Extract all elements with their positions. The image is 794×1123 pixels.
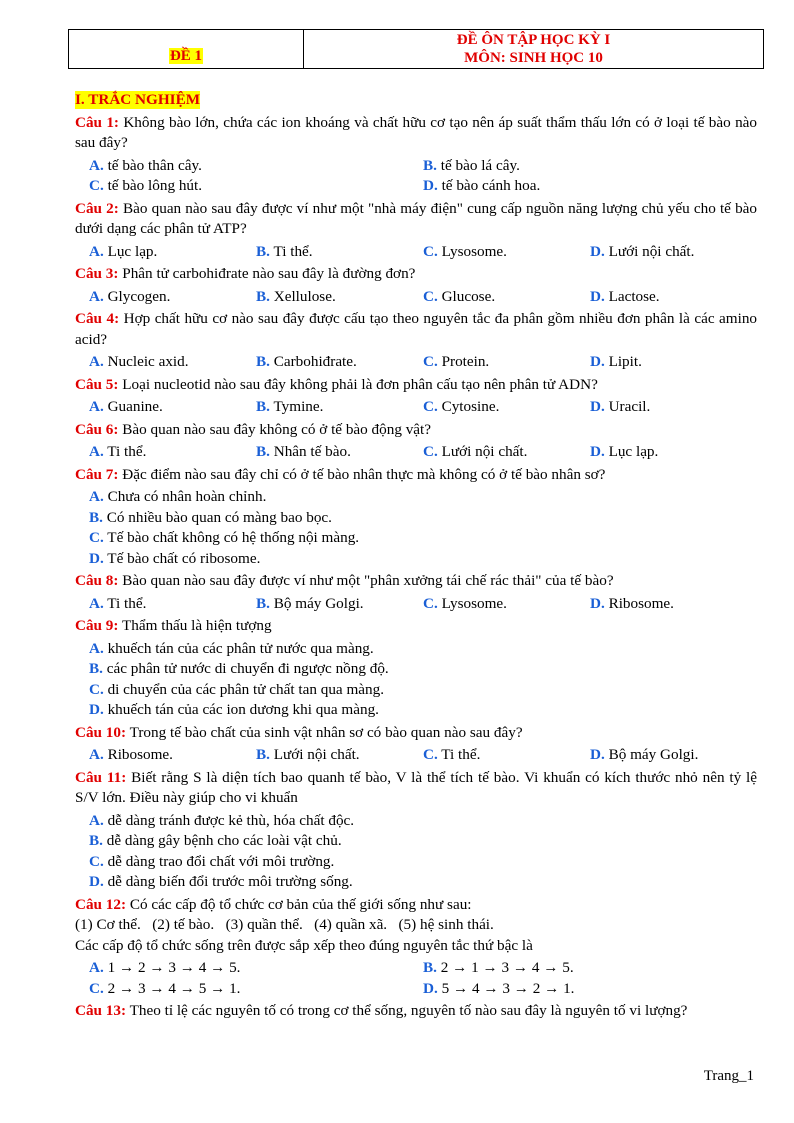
option-letter: C. <box>89 177 104 194</box>
option-letter: D. <box>423 979 438 997</box>
option-letter: B. <box>423 156 437 174</box>
answer-options <box>89 352 757 373</box>
option-letter: B. <box>256 242 270 260</box>
answer-option[interactable] <box>89 242 256 263</box>
option-text: Chưa có nhân hoàn chỉnh. <box>107 488 267 505</box>
answer-option[interactable] <box>423 442 590 463</box>
answer-option[interactable] <box>590 352 757 373</box>
option-text: Lipit. <box>608 353 642 370</box>
section-title: I. TRẮC NGHIỆM <box>75 91 201 108</box>
answer-option[interactable] <box>423 352 590 373</box>
answer-option[interactable] <box>89 958 423 979</box>
option-letter: C. <box>89 979 104 997</box>
question-block <box>75 375 757 418</box>
option-text: Bộ máy Golgi. <box>608 746 699 763</box>
question-text: Hợp chất hữu cơ nào sau đây được cấu tạo theo nguyên tắc đa phân gồm nhiều đơn phân là các amino acid? <box>75 310 758 348</box>
answer-option[interactable] <box>89 442 256 463</box>
option-text: Ribosome. <box>107 746 173 763</box>
option-text: Bộ máy Golgi. <box>273 594 364 612</box>
option-text: di chuyển của các phân tử chất tan qua màng. <box>107 680 384 698</box>
option-letter: C. <box>423 398 438 415</box>
answer-options <box>89 745 757 766</box>
answer-option[interactable] <box>423 397 590 418</box>
question-number: Câu 12: <box>75 895 127 913</box>
option-letter: D. <box>590 353 605 370</box>
question-stem <box>75 199 757 240</box>
answer-option[interactable] <box>590 745 757 766</box>
question-text: Bào quan nào sau đây không có ở tế bào động vật? <box>122 420 432 438</box>
option-text: khuếch tán của các ion dương khi qua màng. <box>107 701 379 718</box>
option-letter: D. <box>590 242 605 260</box>
option-letter: A. <box>89 488 104 505</box>
answer-option[interactable] <box>89 176 423 197</box>
option-text: Lục lạp. <box>107 242 158 260</box>
option-letter: A. <box>89 594 104 612</box>
answer-option[interactable] <box>256 352 423 373</box>
exam-subject: MÔN: SINH HỌC 10 <box>464 50 603 66</box>
option-text: khuếch tán của các phân tử nước qua màng. <box>107 639 374 657</box>
option-letter: A. <box>89 353 104 370</box>
question-number: Câu 13: <box>75 1002 127 1019</box>
option-text: dễ dàng tránh được kẻ thù, hóa chất độc. <box>107 811 355 829</box>
answer-option[interactable] <box>89 745 256 766</box>
answer-option[interactable] <box>256 287 423 308</box>
option-letter: A. <box>89 959 104 976</box>
question-stem <box>75 465 757 486</box>
option-letter: A. <box>89 156 104 174</box>
answer-option[interactable] <box>89 287 256 308</box>
answer-option[interactable] <box>590 442 757 463</box>
exam-code: ĐỀ 1 <box>169 48 203 64</box>
answer-option[interactable] <box>89 549 757 570</box>
question-number: Câu 3: <box>75 265 119 282</box>
option-text: Glucose. <box>441 287 496 305</box>
option-text: Xellulose. <box>273 287 336 305</box>
question-number: Câu 9: <box>75 617 119 634</box>
option-letter: D. <box>89 549 104 567</box>
option-letter: A. <box>89 639 104 657</box>
question-stem <box>75 895 757 916</box>
option-text: Tymine. <box>273 398 324 415</box>
option-text: tế bào cánh hoa. <box>441 177 541 194</box>
answer-options <box>89 811 757 893</box>
option-text: Lưới nội chất. <box>608 242 695 260</box>
answer-option[interactable] <box>89 831 757 852</box>
option-letter: C. <box>89 852 104 870</box>
option-letter: C. <box>423 746 438 763</box>
option-letter: A. <box>89 746 104 763</box>
question-text: Đặc điểm nào sau đây chỉ có ở tế bào nhân thực mà không có ở tế bào nhân sơ? <box>122 465 606 483</box>
option-letter: B. <box>256 353 270 370</box>
question-number: Câu 6: <box>75 420 119 438</box>
answer-option[interactable] <box>423 594 590 615</box>
answer-option[interactable] <box>89 700 757 721</box>
option-text: Guanine. <box>107 398 163 415</box>
question-text: Biết rằng S là diện tích bao quanh tế bào, V là thể tích tế bào. Vi khuẩn có kích thước nhỏ nên tỷ lệ S/V lớn. Điều này giúp cho vi khuẩn <box>75 768 757 806</box>
option-text: tế bào lá cây. <box>440 156 520 174</box>
option-text: Ti thể. <box>107 594 147 612</box>
question-stem <box>75 420 757 441</box>
answer-option[interactable] <box>89 811 757 832</box>
answer-option[interactable] <box>89 979 423 1000</box>
answer-option[interactable] <box>423 242 590 263</box>
question-block <box>75 723 757 766</box>
option-text: Có nhiều bào quan có màng bao bọc. <box>106 508 332 526</box>
option-letter: B. <box>256 594 270 612</box>
answer-option[interactable] <box>423 979 757 1000</box>
question-text: Loại nucleotid nào sau đây không phải là đơn phân cấu tạo nên phân tử ADN? <box>122 375 598 393</box>
option-text: Ti thể. <box>107 443 147 460</box>
option-text: Tế bào chất có ribosome. <box>107 549 261 567</box>
question-block <box>75 113 757 197</box>
option-text: dễ dàng biến đổi trước môi trường sống. <box>107 873 353 890</box>
question-stem <box>75 571 757 592</box>
option-letter: D. <box>89 873 104 890</box>
option-text: dễ dàng trao đổi chất với môi trường. <box>107 852 335 870</box>
exam-content <box>75 90 757 1022</box>
answer-option[interactable] <box>423 156 757 177</box>
option-text: Lưới nội chất. <box>273 746 360 763</box>
option-letter: A. <box>89 242 104 260</box>
option-text: tế bào lông hút. <box>107 177 203 194</box>
answer-option[interactable] <box>89 487 757 508</box>
option-text: Ti thể. <box>273 242 313 260</box>
question-number: Câu 1: <box>75 113 119 131</box>
question-stem <box>75 768 757 809</box>
question-block <box>75 420 757 463</box>
answer-options <box>89 639 757 721</box>
option-letter: C. <box>89 529 104 546</box>
question-block <box>75 465 757 570</box>
option-text: Ti thể. <box>441 746 481 763</box>
option-letter: A. <box>89 287 104 305</box>
option-letter: D. <box>590 746 605 763</box>
option-letter: B. <box>256 746 270 763</box>
answer-option[interactable] <box>89 508 757 529</box>
option-letter: C. <box>423 594 438 612</box>
question-block <box>75 571 757 614</box>
answer-options <box>89 958 757 999</box>
question-block <box>75 1001 757 1022</box>
answer-option[interactable] <box>89 639 757 660</box>
option-letter: B. <box>256 443 270 460</box>
question-extra-line: (1) Cơ thể. (2) tế bào. (3) quần thể. (4) quần xã. (5) hệ sinh thái. <box>75 916 494 933</box>
question-block <box>75 199 757 263</box>
option-text: Nhân tế bào. <box>273 443 351 460</box>
option-letter: C. <box>89 680 104 698</box>
option-letter: B. <box>89 660 103 677</box>
option-text: Lactose. <box>608 287 660 305</box>
option-text: dễ dàng gây bệnh cho các loài vật chủ. <box>106 832 342 849</box>
answer-option[interactable] <box>89 156 423 177</box>
question-stem <box>75 723 757 744</box>
option-text: 2 → 3 → 4 → 5 → 1. <box>107 979 241 997</box>
answer-option[interactable] <box>590 397 757 418</box>
option-letter: A. <box>89 443 104 460</box>
option-letter: B. <box>89 832 103 849</box>
question-text: Có các cấp độ tổ chức cơ bản của thế giới sống như sau: <box>129 895 472 913</box>
option-text: 2 → 1 → 3 → 4 → 5. <box>440 959 574 976</box>
question-number: Câu 11: <box>75 768 127 786</box>
question-number: Câu 2: <box>75 199 119 217</box>
answer-option[interactable] <box>89 852 757 873</box>
option-letter: A. <box>89 811 104 829</box>
question-text: Bào quan nào sau đây được ví như một "nhà máy điện" cung cấp nguồn năng lượng chủ yếu cho tế bào dưới dạng các phân tử ATP? <box>75 199 757 237</box>
answer-options <box>89 242 757 263</box>
answer-option[interactable] <box>89 594 256 615</box>
page-number: Trang_1 <box>703 1068 754 1084</box>
question-text: Không bào lớn, chứa các ion khoáng và chất hữu cơ tạo nên áp suất thẩm thấu lớn có ở loại tế bào nào sau đây? <box>75 113 758 151</box>
option-text: Tế bào chất không có hệ thống nội màng. <box>107 529 360 546</box>
answer-option[interactable] <box>89 680 757 701</box>
answer-options <box>89 287 757 308</box>
question-list <box>75 113 757 1022</box>
answer-options <box>89 397 757 418</box>
question-stem <box>75 113 757 154</box>
option-letter: D. <box>590 443 605 460</box>
option-text: Ribosome. <box>608 594 674 612</box>
question-number: Câu 4: <box>75 310 120 327</box>
option-letter: D. <box>590 398 605 415</box>
header-right-cell <box>304 30 763 68</box>
answer-option[interactable] <box>423 287 590 308</box>
option-letter: C. <box>423 242 438 260</box>
option-letter: B. <box>256 287 270 305</box>
option-letter: D. <box>590 594 605 612</box>
answer-option[interactable] <box>256 594 423 615</box>
answer-option[interactable] <box>590 242 757 263</box>
header-left-cell <box>69 30 304 68</box>
option-text: Glycogen. <box>107 287 171 305</box>
question-number: Câu 8: <box>75 572 119 589</box>
answer-option[interactable] <box>590 287 757 308</box>
question-number: Câu 10: <box>75 723 127 741</box>
answer-option[interactable] <box>256 442 423 463</box>
option-letter: D. <box>423 177 438 194</box>
option-text: Uracil. <box>608 398 651 415</box>
option-text: 5 → 4 → 3 → 2 → 1. <box>441 979 575 997</box>
option-text: Lysosome. <box>441 242 507 260</box>
option-letter: C. <box>423 353 438 370</box>
option-text: Carbohiđrate. <box>273 353 357 370</box>
option-letter: B. <box>89 508 103 526</box>
answer-options <box>89 487 757 569</box>
answer-option[interactable] <box>423 958 757 979</box>
answer-option[interactable] <box>89 397 256 418</box>
answer-options <box>89 442 757 463</box>
answer-option[interactable] <box>423 176 757 197</box>
answer-option[interactable] <box>89 872 757 893</box>
option-text: 1 → 2 → 3 → 4 → 5. <box>107 959 241 976</box>
question-block <box>75 309 757 373</box>
option-letter: B. <box>256 398 270 415</box>
answer-option[interactable] <box>256 745 423 766</box>
exam-header-table <box>68 29 764 69</box>
question-stem <box>75 264 757 285</box>
answer-option[interactable] <box>590 594 757 615</box>
option-letter: A. <box>89 398 104 415</box>
option-letter: D. <box>590 287 605 305</box>
option-letter: B. <box>423 959 437 976</box>
question-text: Phân tử carbohiđrate nào sau đây là đường đơn? <box>122 265 416 282</box>
question-extra-line: Các cấp độ tổ chức sống trên được sắp xếp theo đúng nguyên tắc thứ bậc là <box>75 936 533 954</box>
question-stem <box>75 375 757 396</box>
question-block <box>75 768 757 893</box>
question-block <box>75 264 757 307</box>
question-block <box>75 895 757 1000</box>
option-text: Lưới nội chất. <box>441 443 528 460</box>
question-text: Theo tỉ lệ các nguyên tố có trong cơ thể sống, nguyên tố nào sau đây là nguyên tố vi lượng? <box>129 1002 688 1019</box>
option-text: tế bào thân cây. <box>107 156 202 174</box>
question-stem <box>75 616 757 637</box>
question-stem <box>75 1001 757 1022</box>
answer-option[interactable] <box>89 528 757 549</box>
option-text: Nucleic axid. <box>107 353 189 370</box>
option-text: Lysosome. <box>441 594 507 612</box>
option-letter: C. <box>423 287 438 305</box>
question-number: Câu 7: <box>75 465 119 483</box>
answer-option[interactable] <box>256 397 423 418</box>
answer-option[interactable] <box>256 242 423 263</box>
answer-options <box>89 156 757 197</box>
question-text: Trong tế bào chất của sinh vật nhân sơ có bào quan nào sau đây? <box>129 723 523 741</box>
question-text: Thẩm thấu là hiện tượng <box>122 617 272 634</box>
question-text: Bào quan nào sau đây được ví như một "phân xưởng tái chế rác thải" của tế bào? <box>122 572 614 589</box>
option-text: Protein. <box>441 353 490 370</box>
answer-options <box>89 594 757 615</box>
option-text: các phân tử nước di chuyển đi ngược nồng độ. <box>106 660 389 677</box>
option-text: Cytosine. <box>441 398 500 415</box>
option-text: Lục lạp. <box>608 443 659 460</box>
answer-option[interactable] <box>423 745 590 766</box>
option-letter: C. <box>423 443 438 460</box>
answer-option[interactable] <box>89 659 757 680</box>
question-number: Câu 5: <box>75 375 119 393</box>
answer-option[interactable] <box>89 352 256 373</box>
question-stem <box>75 309 757 350</box>
question-block <box>75 616 757 721</box>
exam-title: ĐỀ ÔN TẬP HỌC KỲ I <box>456 32 611 48</box>
option-letter: D. <box>89 701 104 718</box>
